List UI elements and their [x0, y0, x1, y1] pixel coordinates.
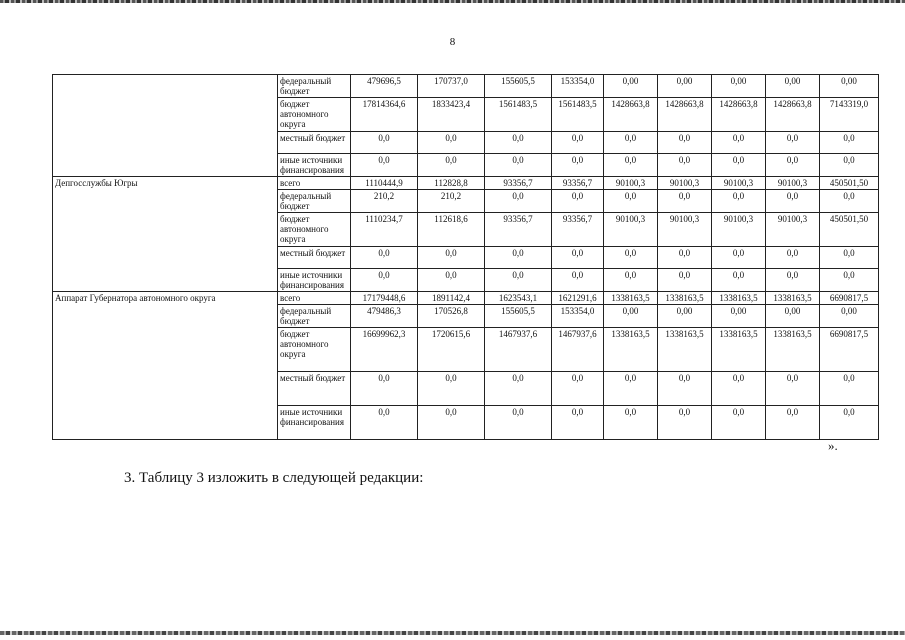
amount-cell: 0,0	[820, 406, 879, 440]
amount-cell: 90100,3	[712, 177, 766, 190]
amount-cell: 0,0	[604, 154, 658, 177]
amount-cell: 153354,0	[552, 305, 604, 328]
amount-cell: 90100,3	[658, 177, 712, 190]
funding-source: федеральный бюджет	[278, 75, 351, 98]
funding-source: местный бюджет	[278, 247, 351, 269]
amount-cell: 93356,7	[485, 213, 552, 247]
amount-cell: 90100,3	[712, 213, 766, 247]
amount-cell: 0,0	[820, 154, 879, 177]
amount-cell: 155605,5	[485, 305, 552, 328]
amount-cell: 1338163,5	[658, 292, 712, 305]
amount-cell: 170526,8	[418, 305, 485, 328]
amount-cell: 0,0	[604, 132, 658, 154]
amount-cell: 450501,50	[820, 213, 879, 247]
amount-cell: 0,0	[552, 154, 604, 177]
amount-cell: 0,0	[604, 406, 658, 440]
financing-table	[52, 74, 879, 440]
amount-cell: 0,0	[485, 406, 552, 440]
funding-source: бюджет автономного округа	[278, 328, 351, 372]
amount-cell: 1623543,1	[485, 292, 552, 305]
amount-cell: 0,0	[658, 372, 712, 406]
amount-cell: 0,0	[658, 190, 712, 213]
funding-source: бюджет автономного округа	[278, 98, 351, 132]
amount-cell: 17814364,6	[351, 98, 418, 132]
funding-source: всего	[278, 292, 351, 305]
amount-cell: 1833423,4	[418, 98, 485, 132]
amount-cell: 93356,7	[552, 177, 604, 190]
amount-cell: 153354,0	[552, 75, 604, 98]
executor-name	[53, 75, 278, 177]
amount-cell: 0,00	[712, 75, 766, 98]
amount-cell: 1110234,7	[351, 213, 418, 247]
amount-cell: 0,0	[658, 247, 712, 269]
scan-edge-top	[0, 0, 905, 3]
amount-cell: 0,00	[604, 305, 658, 328]
funding-source: местный бюджет	[278, 132, 351, 154]
amount-cell: 0,0	[820, 372, 879, 406]
amount-cell: 0,0	[485, 269, 552, 292]
amount-cell: 0,0	[766, 372, 820, 406]
amount-cell: 1428663,8	[712, 98, 766, 132]
amount-cell: 0,0	[485, 247, 552, 269]
amount-cell: 0,0	[820, 247, 879, 269]
amount-cell: 0,0	[766, 247, 820, 269]
amount-cell: 0,0	[552, 247, 604, 269]
amount-cell: 0,0	[820, 269, 879, 292]
amount-cell: 0,0	[351, 154, 418, 177]
amount-cell: 1110444,9	[351, 177, 418, 190]
amount-cell: 1338163,5	[712, 328, 766, 372]
amount-cell: 0,0	[552, 190, 604, 213]
amount-cell: 93356,7	[485, 177, 552, 190]
table-row	[53, 177, 879, 190]
amount-cell: 0,0	[485, 190, 552, 213]
amount-cell: 112828,8	[418, 177, 485, 190]
amount-cell: 6690817,5	[820, 292, 879, 305]
amount-cell: 0,0	[552, 372, 604, 406]
amount-cell: 1338163,5	[604, 292, 658, 305]
amount-cell: 0,0	[712, 247, 766, 269]
amount-cell: 0,0	[604, 372, 658, 406]
amount-cell: 0,0	[552, 132, 604, 154]
amount-cell: 0,00	[712, 305, 766, 328]
amount-cell: 1428663,8	[658, 98, 712, 132]
amount-cell: 90100,3	[766, 213, 820, 247]
amount-cell: 90100,3	[658, 213, 712, 247]
amount-cell: 210,2	[418, 190, 485, 213]
amount-cell: 0,0	[658, 406, 712, 440]
amount-cell: 0,0	[604, 190, 658, 213]
scan-edge-bottom	[0, 631, 905, 635]
amount-cell: 1338163,5	[604, 328, 658, 372]
funding-source: бюджет автономного округа	[278, 213, 351, 247]
amount-cell: 0,0	[552, 269, 604, 292]
amount-cell: 0,0	[418, 269, 485, 292]
amount-cell: 0,0	[418, 154, 485, 177]
funding-source: местный бюджет	[278, 372, 351, 406]
amount-cell: 0,0	[766, 406, 820, 440]
amount-cell: 93356,7	[552, 213, 604, 247]
amount-cell: 0,0	[712, 190, 766, 213]
amount-cell: 0,0	[766, 190, 820, 213]
amount-cell: 0,0	[658, 269, 712, 292]
funding-source: иные источники финансирования	[278, 406, 351, 440]
amount-cell: 0,0	[712, 372, 766, 406]
table-row	[53, 292, 879, 305]
amount-cell: 90100,3	[766, 177, 820, 190]
amount-cell: 0,0	[712, 154, 766, 177]
amount-cell: 0,0	[712, 269, 766, 292]
amount-cell: 7143319,0	[820, 98, 879, 132]
funding-source: иные источники финансирования	[278, 269, 351, 292]
amount-cell: 0,0	[485, 154, 552, 177]
amount-cell: 0,00	[658, 305, 712, 328]
section-instruction: 3. Таблицу 3 изложить в следующей редакции:	[124, 470, 424, 486]
funding-source: иные источники финансирования	[278, 154, 351, 177]
amount-cell: 0,0	[351, 372, 418, 406]
amount-cell: 210,2	[351, 190, 418, 213]
executor-name: Депгосслужбы Югры	[53, 177, 278, 292]
amount-cell: 1467937,6	[552, 328, 604, 372]
amount-cell: 0,0	[485, 372, 552, 406]
funding-source: федеральный бюджет	[278, 190, 351, 213]
amount-cell: 155605,5	[485, 75, 552, 98]
amount-cell: 0,0	[820, 190, 879, 213]
amount-cell: 0,0	[658, 154, 712, 177]
amount-cell: 450501,50	[820, 177, 879, 190]
amount-cell: 1428663,8	[766, 98, 820, 132]
amount-cell: 0,0	[552, 406, 604, 440]
amount-cell: 0,0	[820, 132, 879, 154]
amount-cell: 0,0	[712, 132, 766, 154]
amount-cell: 90100,3	[604, 213, 658, 247]
amount-cell: 0,0	[351, 269, 418, 292]
financing-table-body	[53, 75, 879, 440]
amount-cell: 0,00	[658, 75, 712, 98]
amount-cell: 0,0	[604, 247, 658, 269]
amount-cell: 1338163,5	[712, 292, 766, 305]
amount-cell: 6690817,5	[820, 328, 879, 372]
funding-source: всего	[278, 177, 351, 190]
amount-cell: 16699962,3	[351, 328, 418, 372]
amount-cell: 0,0	[418, 247, 485, 269]
page-number: 8	[449, 36, 456, 48]
amount-cell: 0,0	[658, 132, 712, 154]
amount-cell: 0,0	[351, 406, 418, 440]
table-row	[53, 75, 879, 98]
executor-name: Аппарат Губернатора автономного округа	[53, 292, 278, 440]
amount-cell: 90100,3	[604, 177, 658, 190]
amount-cell: 1338163,5	[658, 328, 712, 372]
amount-cell: 0,00	[766, 305, 820, 328]
amount-cell: 0,0	[418, 132, 485, 154]
amount-cell: 0,00	[820, 305, 879, 328]
amount-cell: 0,0	[351, 132, 418, 154]
amount-cell: 1720615,6	[418, 328, 485, 372]
amount-cell: 1891142,4	[418, 292, 485, 305]
amount-cell: 1428663,8	[604, 98, 658, 132]
amount-cell: 0,00	[820, 75, 879, 98]
amount-cell: 0,0	[712, 406, 766, 440]
amount-cell: 0,0	[418, 372, 485, 406]
amount-cell: 0,0	[351, 247, 418, 269]
closing-quote: ».	[828, 438, 838, 453]
amount-cell: 1561483,5	[552, 98, 604, 132]
amount-cell: 0,0	[766, 132, 820, 154]
funding-source: федеральный бюджет	[278, 305, 351, 328]
amount-cell: 0,00	[604, 75, 658, 98]
amount-cell: 1338163,5	[766, 292, 820, 305]
amount-cell: 0,00	[766, 75, 820, 98]
amount-cell: 0,0	[766, 154, 820, 177]
amount-cell: 0,0	[418, 406, 485, 440]
amount-cell: 112618,6	[418, 213, 485, 247]
amount-cell: 0,0	[766, 269, 820, 292]
amount-cell: 1621291,6	[552, 292, 604, 305]
amount-cell: 170737,0	[418, 75, 485, 98]
amount-cell: 0,0	[485, 132, 552, 154]
amount-cell: 17179448,6	[351, 292, 418, 305]
amount-cell: 1467937,6	[485, 328, 552, 372]
amount-cell: 1338163,5	[766, 328, 820, 372]
amount-cell: 479696,5	[351, 75, 418, 98]
amount-cell: 479486,3	[351, 305, 418, 328]
amount-cell: 1561483,5	[485, 98, 552, 132]
amount-cell: 0,0	[604, 269, 658, 292]
